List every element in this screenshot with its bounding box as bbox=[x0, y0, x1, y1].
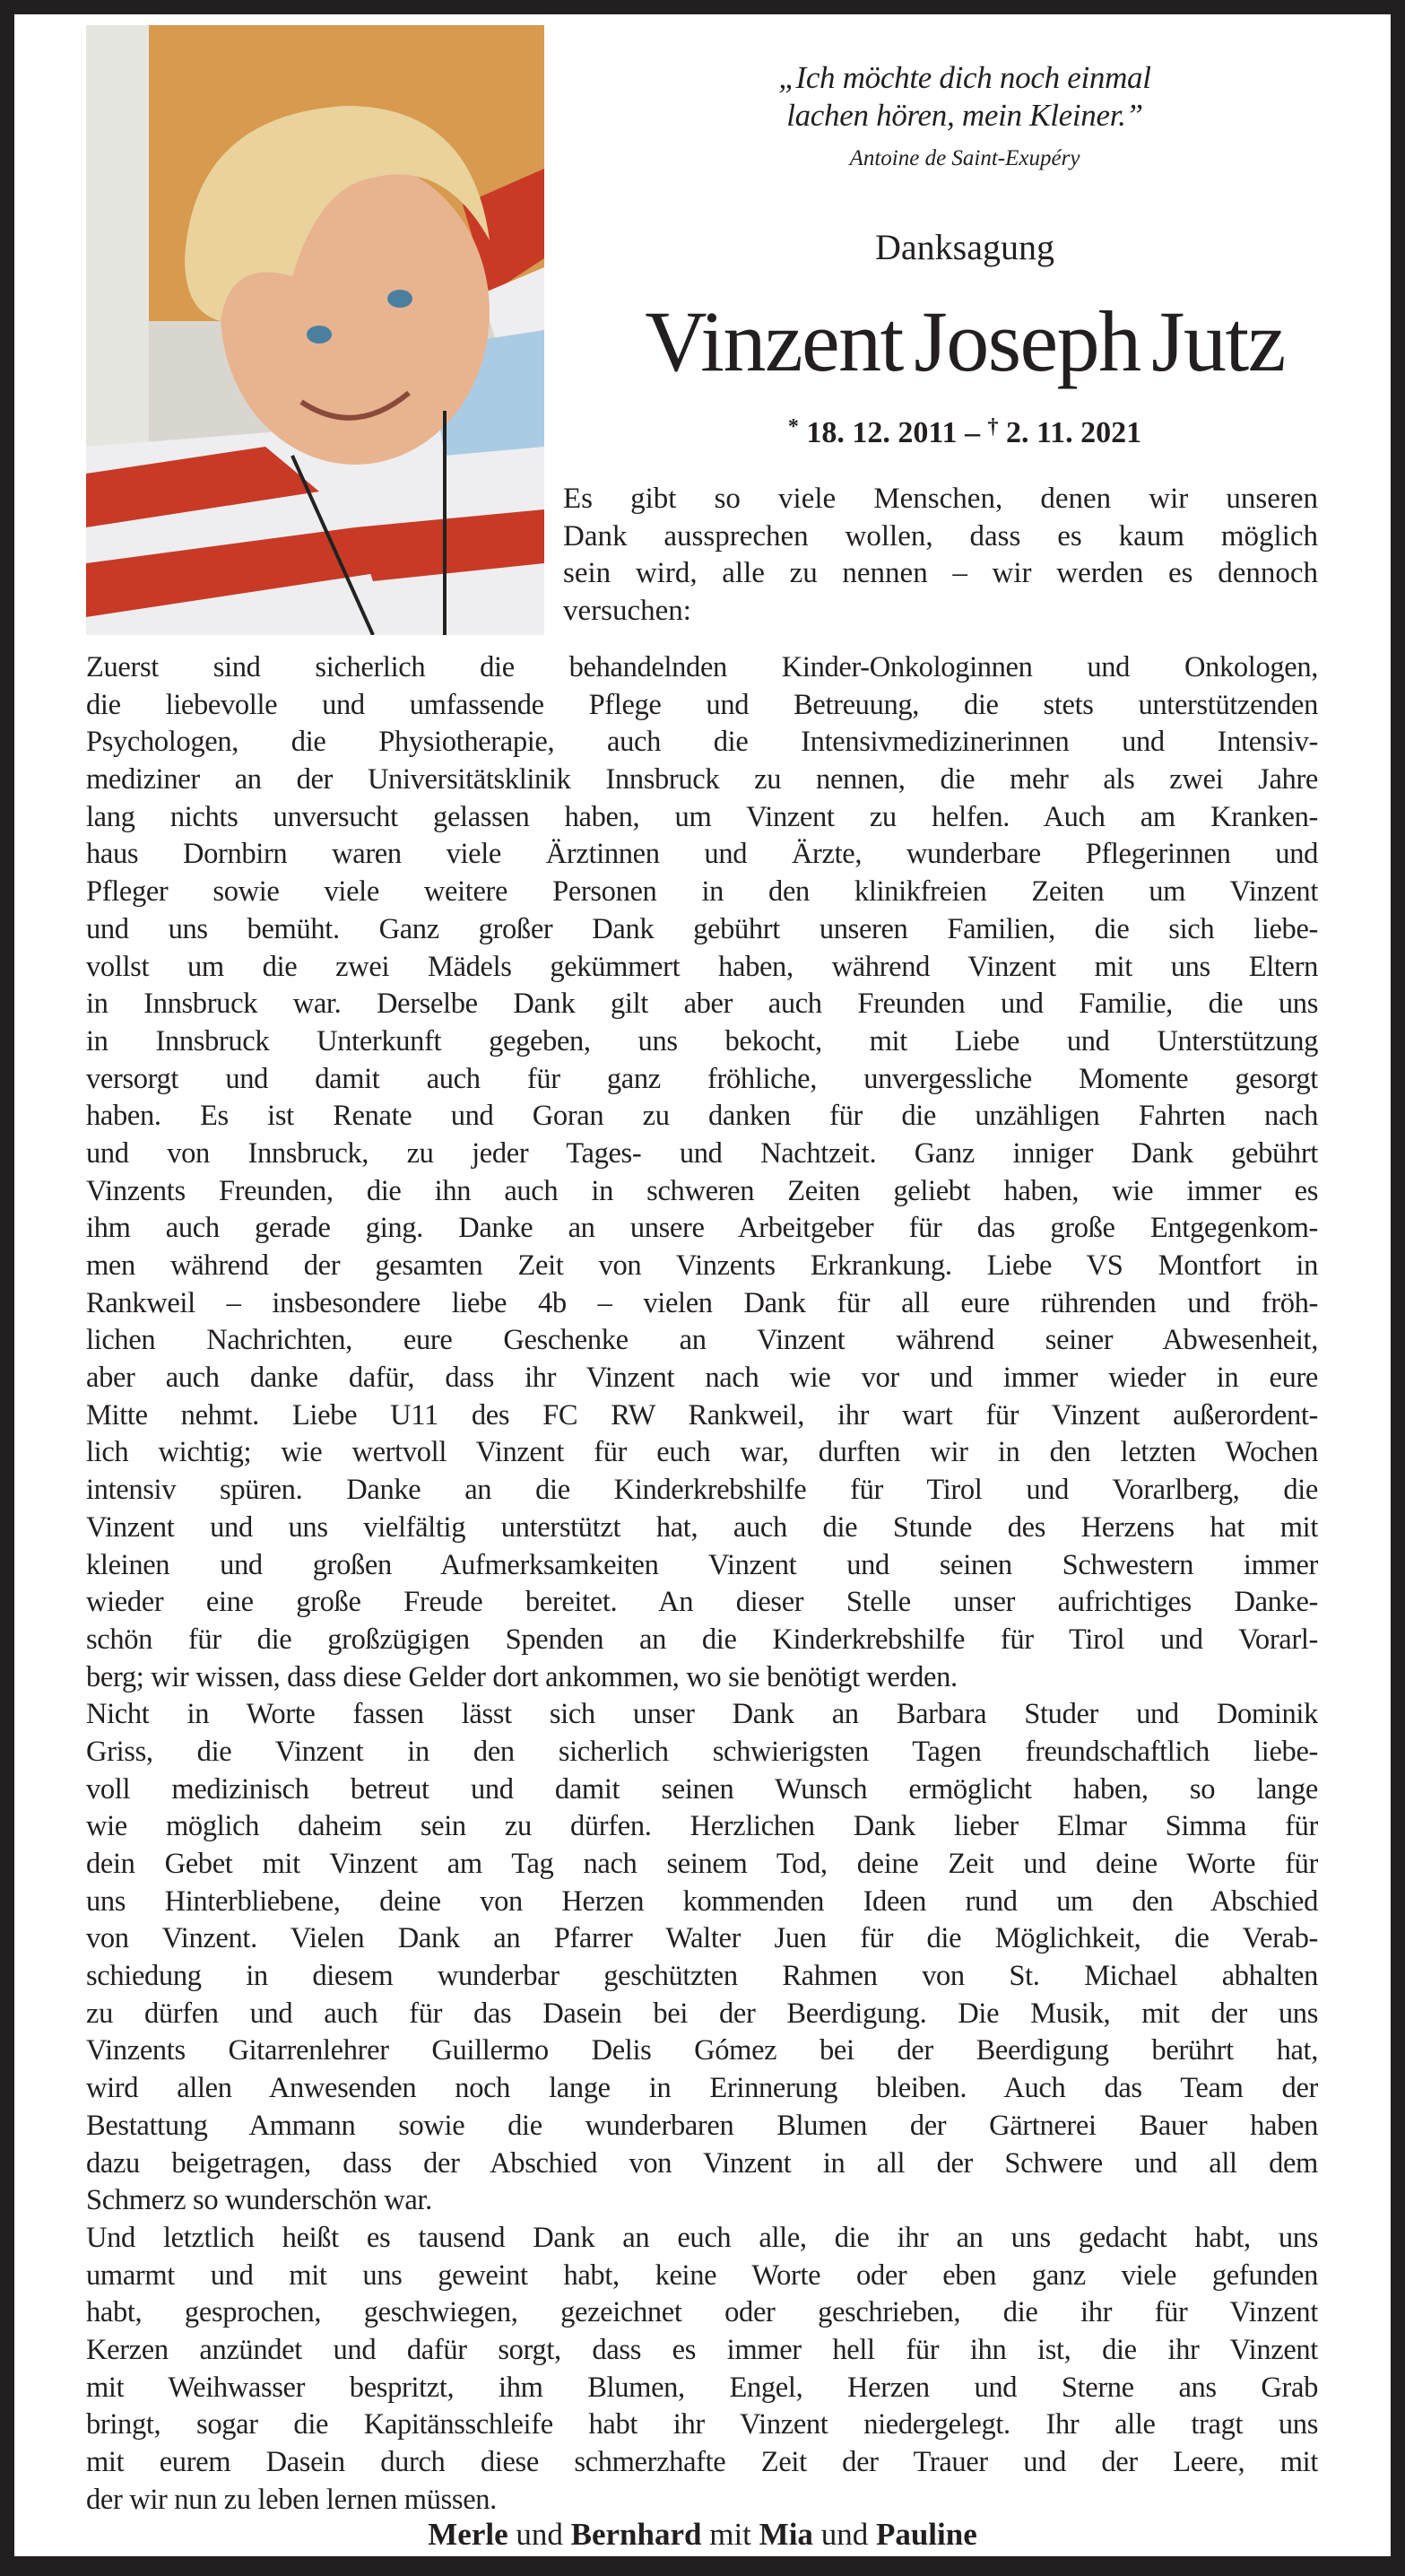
body-line: in Innsbruck war. Derselbe Dank gilt aber auch Freunden und Familie, die uns bbox=[86, 988, 1318, 1021]
body-line: haben. Es ist Renate und Goran zu danken für die unzähligen Fahrten nach bbox=[86, 1100, 1318, 1133]
body-line: der wir nun zu leben lernen müssen. bbox=[86, 2483, 497, 2516]
signature bbox=[14, 2517, 1391, 2553]
body-line: umarmt und mit uns geweint habt, keine Worte oder eben ganz viele gefunden bbox=[86, 2258, 1318, 2292]
body-line: lichen Nachrichten, eure Geschenke an Vinzent während seiner Abwesenheit, bbox=[86, 1324, 1318, 1357]
body-line: versorgt und damit auch für ganz fröhliche, unvergessliche Momente gesorgt bbox=[86, 1062, 1318, 1095]
birth-date: 18. 12. 2011 bbox=[806, 416, 958, 449]
intro-line: Dank aussprechen wollen, dass es kaum möglich bbox=[563, 519, 1318, 553]
body-line: wieder eine große Freude bereitet. An dieser Stelle unser aufrichtiges Danke- bbox=[86, 1586, 1318, 1619]
signature-conjunction: und bbox=[820, 2517, 869, 2552]
signer-name: Pauline bbox=[875, 2517, 977, 2552]
portrait-photo-icon bbox=[86, 25, 544, 635]
quote-line: lachen hören, mein Kleiner.” bbox=[786, 98, 1143, 133]
body-line: Mitte nehmt. Liebe U11 des FC RW Rankweil, ihr wart für Vinzent außerordent- bbox=[86, 1398, 1318, 1432]
intro-line: sein wird, alle zu nennen – wir werden es dennoch bbox=[563, 557, 1318, 590]
body-line: Vinzents Freunden, die ihn auch in schweren Zeiten geliebt haben, wie immer es bbox=[86, 1174, 1318, 1207]
body-line: Pfleger sowie viele weitere Personen in den klinikfreien Zeiten um Vinzent bbox=[86, 875, 1318, 909]
intro-paragraph bbox=[563, 481, 1318, 631]
body-line: Und letztlich heißt es tausend Dank an euch alle, die ihr an uns gedacht habt, uns bbox=[86, 2221, 1318, 2254]
death-date: 2. 11. 2021 bbox=[1006, 416, 1142, 449]
deceased-name: Vinzent Joseph Jutz bbox=[645, 293, 1285, 389]
body-line: dein Gebet mit Vinzent am Tag nach seinem Tod, deine Zeit und deine Worte für bbox=[86, 1848, 1318, 1880]
body-line: men während der gesamten Zeit von Vinzents Erkrankung. Liebe VS Montfort in bbox=[86, 1249, 1318, 1282]
body-line: intensiv spüren. Danke an die Kinderkrebshilfe für Tirol und Vorarlberg, die bbox=[86, 1474, 1318, 1507]
body-line: Vinzents Gitarrenlehrer Guillermo Delis Gómez bei der Beerdigung berührt hat, bbox=[86, 2034, 1318, 2067]
body-line: vollst um die zwei Mädels gekümmert haben, während Vinzent mit uns Eltern bbox=[86, 950, 1318, 983]
intro-line: versuchen: bbox=[563, 595, 691, 628]
body-line: Vinzent und uns vielfältig unterstützt hat, auch die Stunde des Herzens hat mit bbox=[86, 1510, 1318, 1544]
death-cross-icon: † bbox=[987, 415, 999, 439]
signer-name: Mia bbox=[759, 2517, 813, 2552]
body-line: dazu beigetragen, dass der Abschied von Vinzent in all der Schwere und all dem bbox=[86, 2146, 1318, 2180]
body-line: Zuerst sind sicherlich die behandelnden Kinder-Onkologinnen und Onkologen, bbox=[86, 651, 1318, 683]
body-line: kleinen und großen Aufmerksamkeiten Vinzent und seinen Schwestern immer bbox=[86, 1548, 1318, 1581]
page-title: Danksagung bbox=[875, 227, 1054, 267]
body-text bbox=[86, 649, 1318, 2519]
body-line: haus Dornbirn waren viele Ärztinnen und Ärzte, wunderbare Pflegerinnen und bbox=[86, 838, 1318, 871]
signer-name: Merle bbox=[428, 2517, 508, 2552]
quote-line: „Ich möchte dich noch einmal bbox=[778, 60, 1151, 95]
body-line: schiedung in diesem wunderbar geschützten Rahmen von St. Michael abhalten bbox=[86, 1960, 1318, 1993]
signer-name: Bernhard bbox=[570, 2517, 702, 2552]
body-line: wie möglich daheim sein zu dürfen. Herzlichen Dank lieber Elmar Simma für bbox=[86, 1810, 1318, 1843]
body-line: Griss, die Vinzent in den sicherlich schwierigsten Tagen freundschaftlich liebe- bbox=[86, 1735, 1318, 1768]
body-line: Rankweil – insbesondere liebe 4b – vielen Dank für all eure rührenden und fröh- bbox=[86, 1286, 1318, 1319]
portrait-photo bbox=[86, 25, 544, 635]
body-line: schön für die großzügigen Spenden an die Kinderkrebshilfe für Tirol und Vorarl- bbox=[86, 1623, 1318, 1656]
body-line: die liebevolle und umfassende Pflege und Betreuung, die stets unterstützenden bbox=[86, 688, 1318, 721]
body-line: Kerzen anzündet und dafür sorgt, dass es immer hell für ihn ist, die ihr Vinzent bbox=[86, 2333, 1318, 2366]
body-line: ihm auch gerade ging. Danke an unsere Arbeitgeber für das große Entgegenkom- bbox=[86, 1212, 1318, 1245]
signature-conjunction: und bbox=[516, 2517, 563, 2552]
intro-line: Es gibt so viele Menschen, denen wir unseren bbox=[563, 483, 1318, 515]
body-line: voll medizinisch betreut und damit seinen Wunsch ermöglicht haben, so lange bbox=[86, 1772, 1318, 1806]
body-line: uns Hinterbliebene, deine von Herzen kommenden Ideen rund um den Abschied bbox=[86, 1884, 1318, 1918]
body-line: Schmerz so wunderschön war. bbox=[86, 2184, 432, 2217]
body-line: berg; wir wissen, dass diese Gelder dort ankommen, wo sie benötigt werden. bbox=[86, 1660, 958, 1693]
body-line: und von Innsbruck, zu jeder Tages- und Nachtzeit. Ganz inniger Dank gebührt bbox=[86, 1136, 1318, 1170]
body-line: in Innsbruck Unterkunft gegeben, uns bekocht, mit Liebe und Unterstützung bbox=[86, 1024, 1318, 1057]
birth-star-icon: * bbox=[787, 415, 799, 439]
body-line: bringt, sogar die Kapitänsschleife habt ihr Vinzent niedergelegt. Ihr alle tragt uns bbox=[86, 2408, 1318, 2441]
body-line: wird allen Anwesenden noch lange in Erinnerung bleiben. Auch das Team der bbox=[86, 2072, 1318, 2105]
body-line: Psychologen, die Physiotherapie, auch die Intensivmedizinerinnen und Intensiv- bbox=[86, 726, 1318, 759]
body-line: Bestattung Ammann sowie die wunderbaren Blumen der Gärtnerei Bauer haben bbox=[86, 2109, 1318, 2142]
body-line: und uns bemüht. Ganz großer Dank gebührt unseren Familien, die sich liebe- bbox=[86, 912, 1318, 945]
body-line: mediziner an der Universitätsklinik Innsbruck zu nennen, die mehr als zwei Jahre bbox=[86, 763, 1318, 796]
signature-conjunction: mit bbox=[709, 2517, 751, 2552]
obituary-notice bbox=[14, 14, 1391, 2556]
body-line: Nicht in Worte fassen lässt sich unser Dank an Barbara Studer und Dominik bbox=[86, 1698, 1318, 1731]
date-separator: – bbox=[965, 416, 980, 449]
body-line: zu dürfen und auch für das Dasein bei der Beerdigung. Die Musik, mit der uns bbox=[86, 1997, 1318, 2030]
quote bbox=[561, 59, 1368, 135]
life-dates bbox=[561, 409, 1368, 451]
body-line: habt, gesprochen, geschwiegen, gezeichnet oder geschrieben, die ihr für Vinzent bbox=[86, 2296, 1318, 2329]
quote-author: Antoine de Saint-Exupéry bbox=[849, 146, 1080, 170]
body-line: aber auch danke dafür, dass ihr Vinzent nach wie vor und immer wieder in eure bbox=[86, 1362, 1318, 1395]
body-line: mit eurem Dasein durch diese schmerzhafte Zeit der Trauer und der Leere, mit bbox=[86, 2446, 1318, 2478]
body-line: mit Weihwasser bespritzt, ihm Blumen, Engel, Herzen und Sterne ans Grab bbox=[86, 2371, 1318, 2404]
body-line: lang nichts unversucht gelassen haben, um Vinzent zu helfen. Auch am Kranken- bbox=[86, 800, 1318, 833]
body-line: lich wichtig; wie wertvoll Vinzent für euch war, durften wir in den letzten Wochen bbox=[86, 1436, 1318, 1469]
body-line: von Vinzent. Vielen Dank an Pfarrer Walter Juen für die Möglichkeit, die Verab- bbox=[86, 1922, 1318, 1955]
